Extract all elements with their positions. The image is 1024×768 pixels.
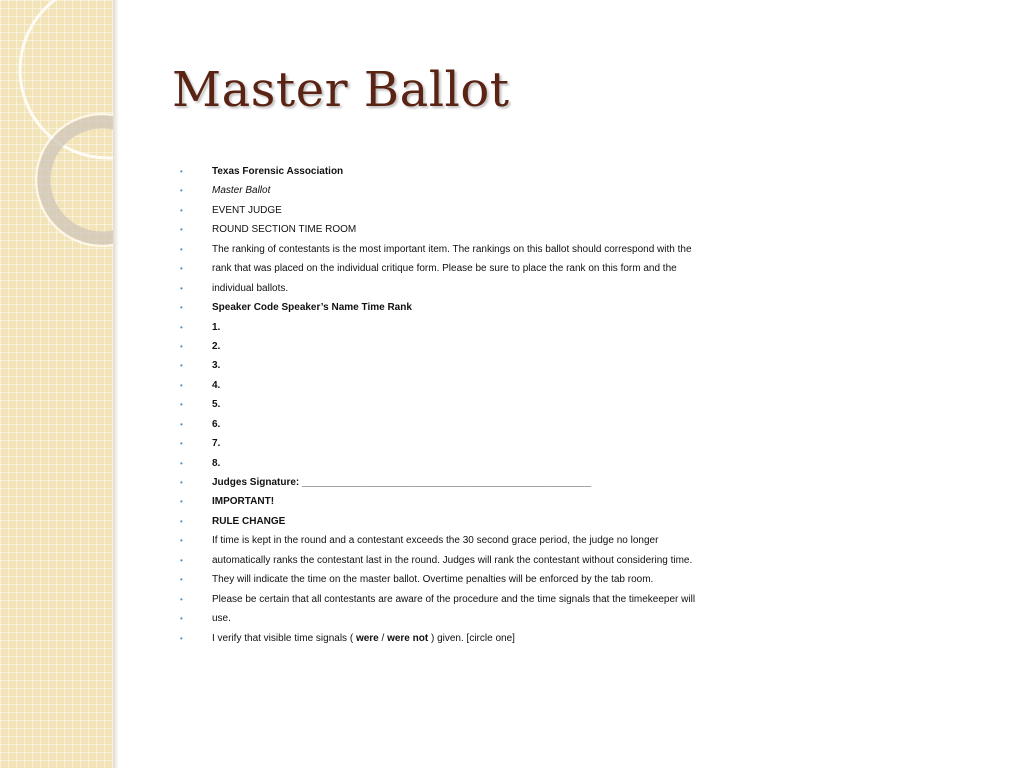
list-item-text: 7. <box>212 438 221 450</box>
list-item <box>180 162 800 181</box>
list-item-text: 2. <box>212 340 221 352</box>
list-item <box>180 376 800 395</box>
list-item <box>180 201 800 220</box>
verification-slash: / <box>378 632 388 644</box>
list-item-text: Please be certain that all contestants are aware of the procedure and the time signals that the timekeeper will <box>212 593 696 605</box>
bullet-icon: • <box>180 478 183 487</box>
bullet-icon: • <box>180 186 183 196</box>
list-item-text: 6. <box>212 418 221 430</box>
list-item <box>180 220 800 239</box>
list-item-text: ROUND SECTION TIME ROOM <box>212 224 357 236</box>
list-item <box>180 551 800 570</box>
list-item-text: EVENT JUDGE <box>212 204 282 216</box>
list-item <box>180 454 800 473</box>
list-item-text: Speaker Code Speaker’s Name Time Rank <box>212 302 412 314</box>
verification-were-not: were not <box>387 632 429 644</box>
bullet-icon: • <box>180 594 183 604</box>
bullet-icon: • <box>180 225 183 235</box>
bullet-icon: • <box>180 516 183 526</box>
list-item-text: individual ballots. <box>212 282 289 294</box>
list-item-text: They will indicate the time on the master ballot. Overtime penalties will be enforced by the tab room. <box>212 574 654 586</box>
verification-were: were <box>355 632 379 644</box>
bullet-icon: • <box>180 575 183 585</box>
list-item <box>180 570 800 589</box>
bullet-icon: • <box>180 244 183 254</box>
decorative-rings <box>0 0 113 768</box>
list-item-text: rank that was placed on the individual critique form. Please be sure to place the rank on this form and the <box>212 263 677 275</box>
bullet-icon: • <box>180 536 183 546</box>
list-item <box>180 279 800 298</box>
bullet-icon: • <box>180 322 183 332</box>
list-item <box>180 512 800 531</box>
list-item <box>180 609 800 628</box>
bullet-icon: • <box>180 419 183 429</box>
verification-part1: I verify that visible time signals ( <box>212 632 356 644</box>
bullet-icon: • <box>180 264 183 274</box>
list-item-text: Texas Forensic Association <box>212 166 344 177</box>
list-item <box>180 395 800 414</box>
bullet-icon: • <box>180 167 183 176</box>
list-item-text: 4. <box>212 379 221 391</box>
bullet-icon: • <box>180 341 183 351</box>
list-item <box>180 318 800 337</box>
bullet-icon: • <box>180 458 183 468</box>
decorative-sidebar <box>0 0 113 768</box>
bullet-icon: • <box>180 633 183 643</box>
list-item-text: Master Ballot <box>212 185 271 197</box>
bullet-icon: • <box>180 361 183 371</box>
list-item-text: 8. <box>212 457 221 469</box>
list-item <box>180 473 800 492</box>
list-item-text: IMPORTANT! <box>212 496 275 508</box>
sidebar-shadow <box>113 0 119 768</box>
ballot-bullet-list <box>180 162 800 648</box>
list-item <box>180 434 800 453</box>
list-item-verification <box>180 629 800 648</box>
bullet-icon: • <box>180 439 183 449</box>
bullet-icon: • <box>180 555 183 565</box>
list-item <box>180 492 800 511</box>
bullet-icon: • <box>180 283 183 293</box>
list-item <box>180 337 800 356</box>
list-item <box>180 415 800 434</box>
bullet-icon: • <box>180 380 183 390</box>
list-item-text: 5. <box>212 399 221 411</box>
bullet-icon: • <box>180 400 183 410</box>
list-item-text: RULE CHANGE <box>212 515 286 527</box>
bullet-icon: • <box>180 303 183 313</box>
list-item <box>180 240 800 259</box>
bullet-icon: • <box>180 205 183 215</box>
list-item <box>180 181 800 200</box>
list-item-text: The ranking of contestants is the most important item. The rankings on this ballot should correspond with the <box>212 243 692 255</box>
list-item <box>180 531 800 550</box>
list-item <box>180 259 800 278</box>
list-item-text: 3. <box>212 360 221 372</box>
list-item-text: automatically ranks the contestant last in the round. Judges will rank the contestant without considering time. <box>212 554 693 566</box>
list-item-text: use. <box>212 613 231 625</box>
list-item-text: If time is kept in the round and a contestant exceeds the 30 second grace period, the judge no longer <box>212 535 659 547</box>
list-item-text: Judges Signature: ____________________________________________________ <box>212 477 592 488</box>
list-item <box>180 356 800 375</box>
list-item <box>180 590 800 609</box>
bullet-icon: • <box>180 614 183 624</box>
verification-part2: ) given. [circle one] <box>428 632 515 644</box>
list-item <box>180 298 800 317</box>
slide-title: Master Ballot <box>172 62 510 118</box>
bullet-icon: • <box>180 497 183 507</box>
list-item-text: 1. <box>212 321 221 333</box>
